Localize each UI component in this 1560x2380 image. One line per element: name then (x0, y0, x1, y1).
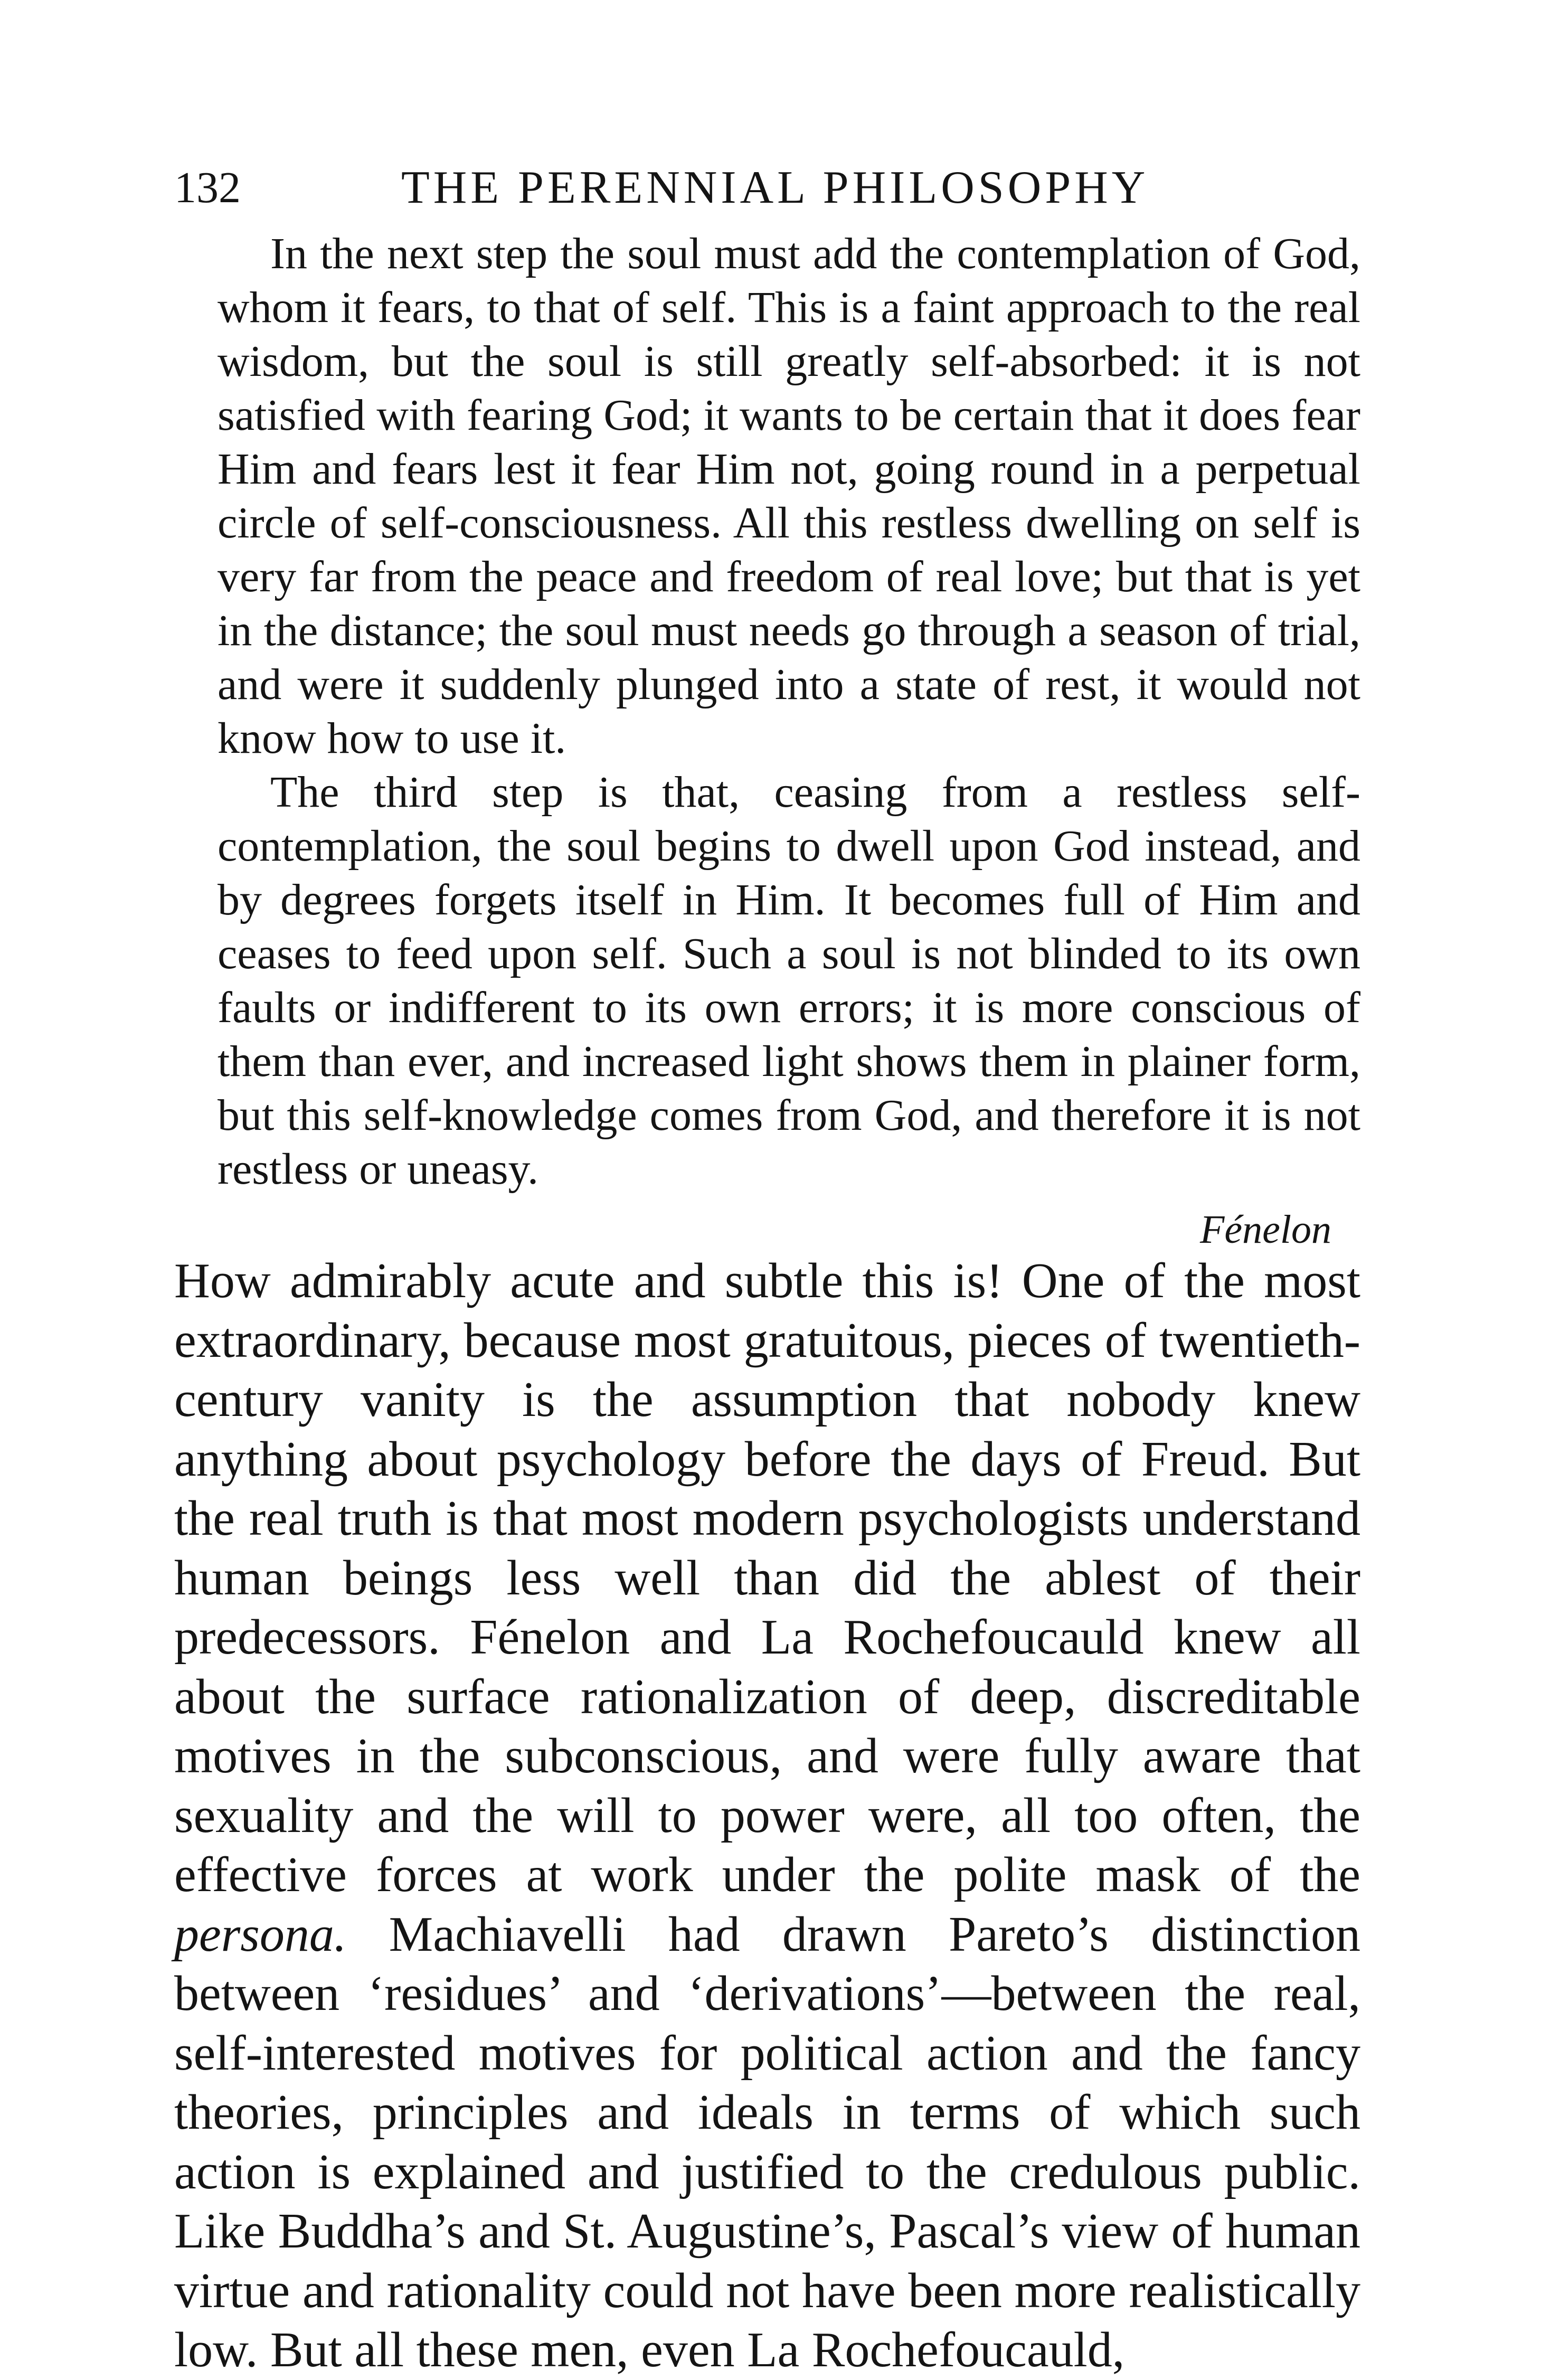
body-paragraph (174, 1251, 1360, 2380)
quote-attribution: Fénelon (1199, 1207, 1331, 1252)
main-text (174, 1251, 1360, 2380)
body-text-before-italic: How admirably acute and subtle this is! One of the most extraordinary, because most gratuitous, pieces of twentieth-century vanity is the assumption that nobody knew anything about psychology before the days of Freud. But the real truth is that most modern psychologists understand human beings less well than did the ablest of their predecessors. Fénelon and La Rochefoucauld knew all about the surface rationalization of deep, discreditable motives in the subconscious, and were fully aware that sexuality and the will to power were, all too often, the effective forces at work under the polite mask of the (174, 1253, 1360, 1902)
body-text-after-italic: Machiavelli had drawn Pareto’s distinction between ‘residues’ and ‘derivations’—between the real, self-interested motives for political action and the fancy theories, principles and ideals in terms of which such action is explained and justified to the credulous public. Like Buddha’s and St. Augustine’s, Pascal’s view of human virtue and rationality could not have been more realistically low. But all these men, even La Rochefoucauld, (174, 1906, 1360, 2377)
quote-paragraph: In the next step the soul must add the contemplation of God, whom it fears, to that of self. This is a faint approach to the real wisdom, but the soul is still greatly self-absorbed: it is not satisfied with fearing God; it wants to be certain that it does fear Him and fears lest it fear Him not, going round in a perpetual circle of self-consciousness. All this restless dwelling on self is very far from the peace and freedom of real love; but that is yet in the distance; the soul must needs go through a season of trial, and were it suddenly plunged into a state of rest, it would not know how to use it. (218, 229, 1360, 763)
page-header (174, 156, 1346, 220)
quotation-block (218, 227, 1360, 1259)
running-head: THE PERENNIAL PHILOSOPHY (401, 162, 1149, 213)
body-italic-term: persona. (174, 1906, 347, 1962)
page-number: 132 (174, 163, 241, 212)
quote-paragraph: The third step is that, ceasing from a restless self-contemplation, the soul begins to dwell upon God instead, and by degrees forgets itself in Him. It becomes full of Him and ceases to feed upon self. Such a soul is not blinded to its own faults or indifferent to its own errors; it is more conscious of them than ever, and increased light shows them in plainer form, but this self-knowledge comes from God, and therefore it is not restless or uneasy. (218, 768, 1360, 1194)
